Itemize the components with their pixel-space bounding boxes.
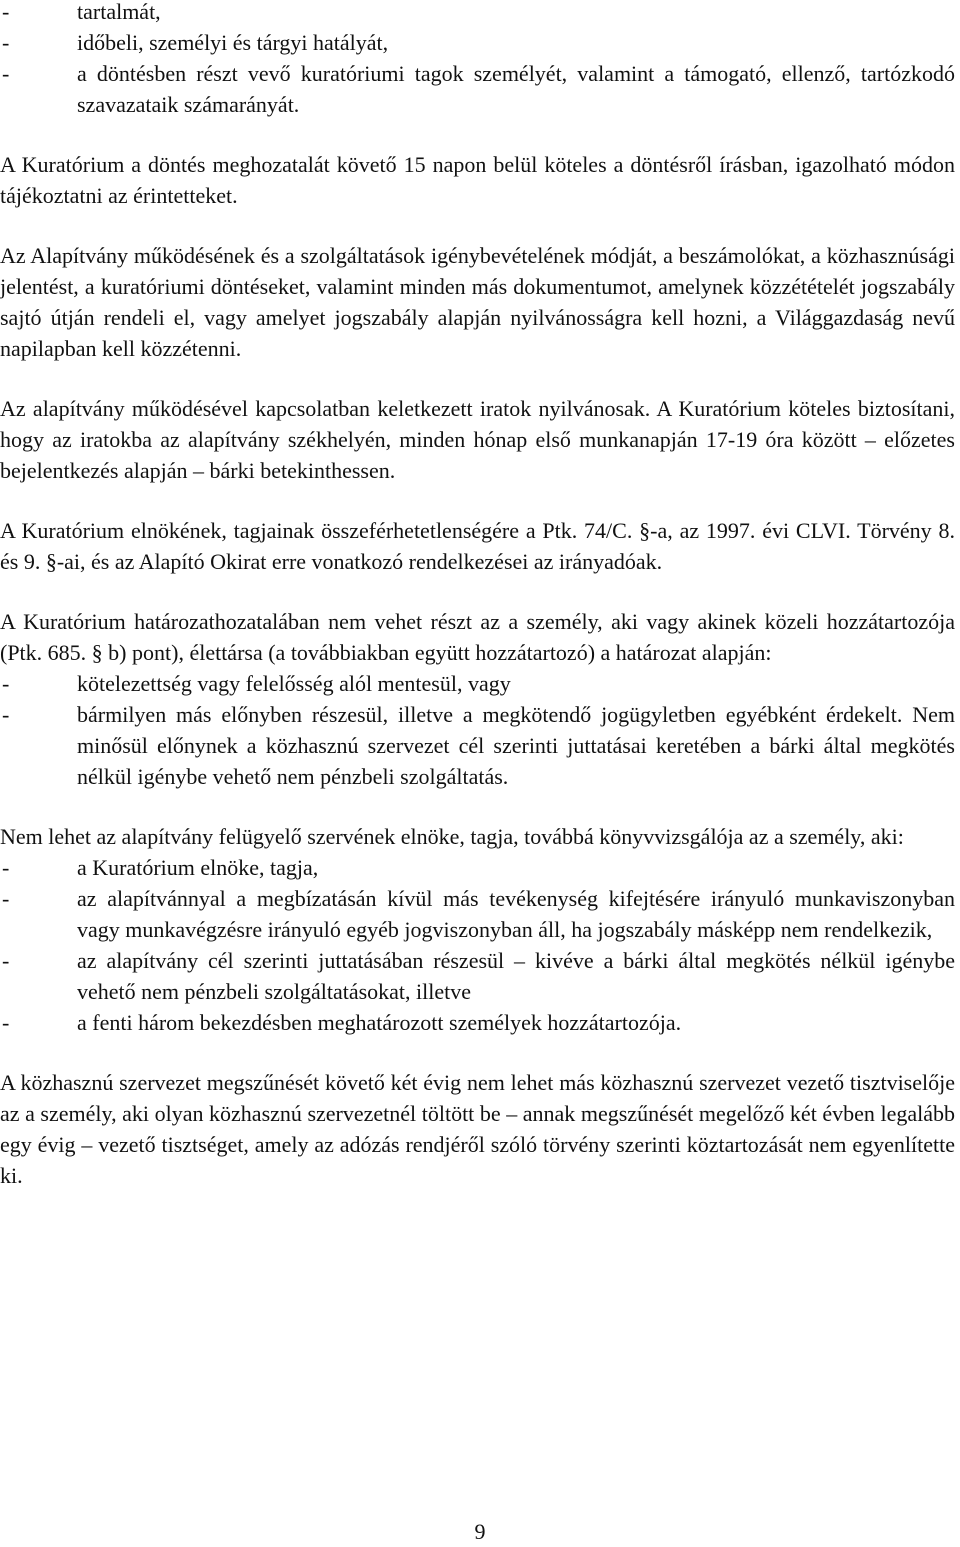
list-dash: - (2, 671, 10, 696)
list-item-text: kötelezettség vagy felelősség alól mentesül, vagy (77, 671, 511, 696)
list-item (0, 945, 955, 1007)
list-item (0, 1007, 955, 1038)
list-item (0, 883, 955, 945)
list-item-text: a Kuratórium elnöke, tagja, (77, 855, 319, 880)
page-number: 9 (474, 1519, 486, 1544)
list-item (0, 58, 955, 120)
exclusion-list (0, 668, 955, 792)
list-item-text: a döntésben részt vevő kuratóriumi tagok személyét, valamint a támogató, ellenző, tartózkodó szavazataik számarányát. (77, 61, 955, 117)
list-item (0, 699, 955, 792)
paragraph-decision-exclusion: A Kuratórium határozathozatalában nem vehet részt az a személy, aki vagy akinek közeli hozzátartozója (Ptk. 685. § b) pont), élettársa (a továbbiakban együtt hozzátartozó) a határozat alapján: (0, 609, 955, 665)
paragraph-notification: A Kuratórium a döntés meghozatalát követő 15 napon belül köteles a döntésről írásban, igazolható módon tájékoztatni az érintetteket. (0, 152, 955, 208)
list-item-text: időbeli, személyi és tárgyi hatályát, (77, 30, 389, 55)
paragraph-publication: Az Alapítvány működésének és a szolgáltatások igénybevételének módját, a beszámolókat, a közhasznúsági jelentést, a kuratóriumi döntéseket, valamint minden más dokumentumot, amelynek közzétételét jogszabály sajtó útján rendeli el, vagy amelyet jogszabály alapján nyilvánosságra kell hozni, a Világgazdaság nevű napilapban kell közzétenni. (0, 243, 955, 361)
paragraph-incompatibility: A Kuratórium elnökének, tagjainak összeférhetetlenségére a Ptk. 74/C. §-a, az 1997. évi CLVI. Törvény 8. és 9. §-ai, és az Alapító Okirat erre vonatkozó rendelkezései az irányadóak. (0, 518, 955, 574)
scope-list (0, 0, 955, 120)
paragraph-supervisory-body: Nem lehet az alapítvány felügyelő szervének elnöke, tagja, továbbá könyvvizsgálója az a személy, aki: (0, 824, 904, 849)
list-item (0, 27, 955, 58)
list-dash: - (2, 855, 10, 880)
list-dash: - (2, 948, 10, 973)
list-dash: - (2, 61, 10, 86)
list-item-text: bármilyen más előnyben részesül, illetve a megkötendő jogügyletben egyébként érdekelt. Nem minősül előnynek a közhasznú szervezet cél szerinti juttatásai keretében a bárki által megkötés nélkül igénybe vehető nem pénzbeli szolgáltatás. (77, 702, 955, 789)
list-item (0, 0, 955, 27)
list-item-text: az alapítvánnyal a megbízatásán kívül más tevékenység kifejtésére irányuló munkaviszonyban vagy munkavégzésre irányuló egyéb jogviszonyban áll, ha jogszabály másképp nem rendelkezik, (77, 886, 955, 942)
list-item-text: az alapítvány cél szerinti juttatásában részesül – kivéve a bárki által megkötés nélkül igénybe vehető nem pénzbeli szolgáltatásokat, illetve (77, 948, 955, 1004)
list-dash: - (2, 30, 10, 55)
list-dash: - (2, 886, 10, 911)
paragraph-public-records: Az alapítvány működésével kapcsolatban keletkezett iratok nyilvánosak. A Kuratórium köteles biztosítani, hogy az iratokba az alapítvány székhelyén, minden hónap első munkanapján 17-19 óra között – előzetes bejelentkezés alapján – bárki betekinthessen. (0, 396, 955, 483)
supervisory-list (0, 852, 955, 1038)
list-dash: - (2, 0, 10, 24)
list-item (0, 668, 955, 699)
paragraph-former-officers: A közhasznú szervezet megszűnését követő két évig nem lehet más közhasznú szervezet vezető tisztviselője az a személy, aki olyan közhasznú szervezetnél töltött be – annak megszűnését megelőző két évben legalább egy évig – vezető tisztséget, amely az adózás rendjéről szóló törvény szerinti köztartozását nem egyenlítette ki. (0, 1070, 955, 1188)
list-dash: - (2, 702, 10, 727)
list-dash: - (2, 1010, 10, 1035)
list-item (0, 852, 955, 883)
list-item-text: a fenti három bekezdésben meghatározott személyek hozzátartozója. (77, 1010, 682, 1035)
list-item-text: tartalmát, (77, 0, 161, 24)
